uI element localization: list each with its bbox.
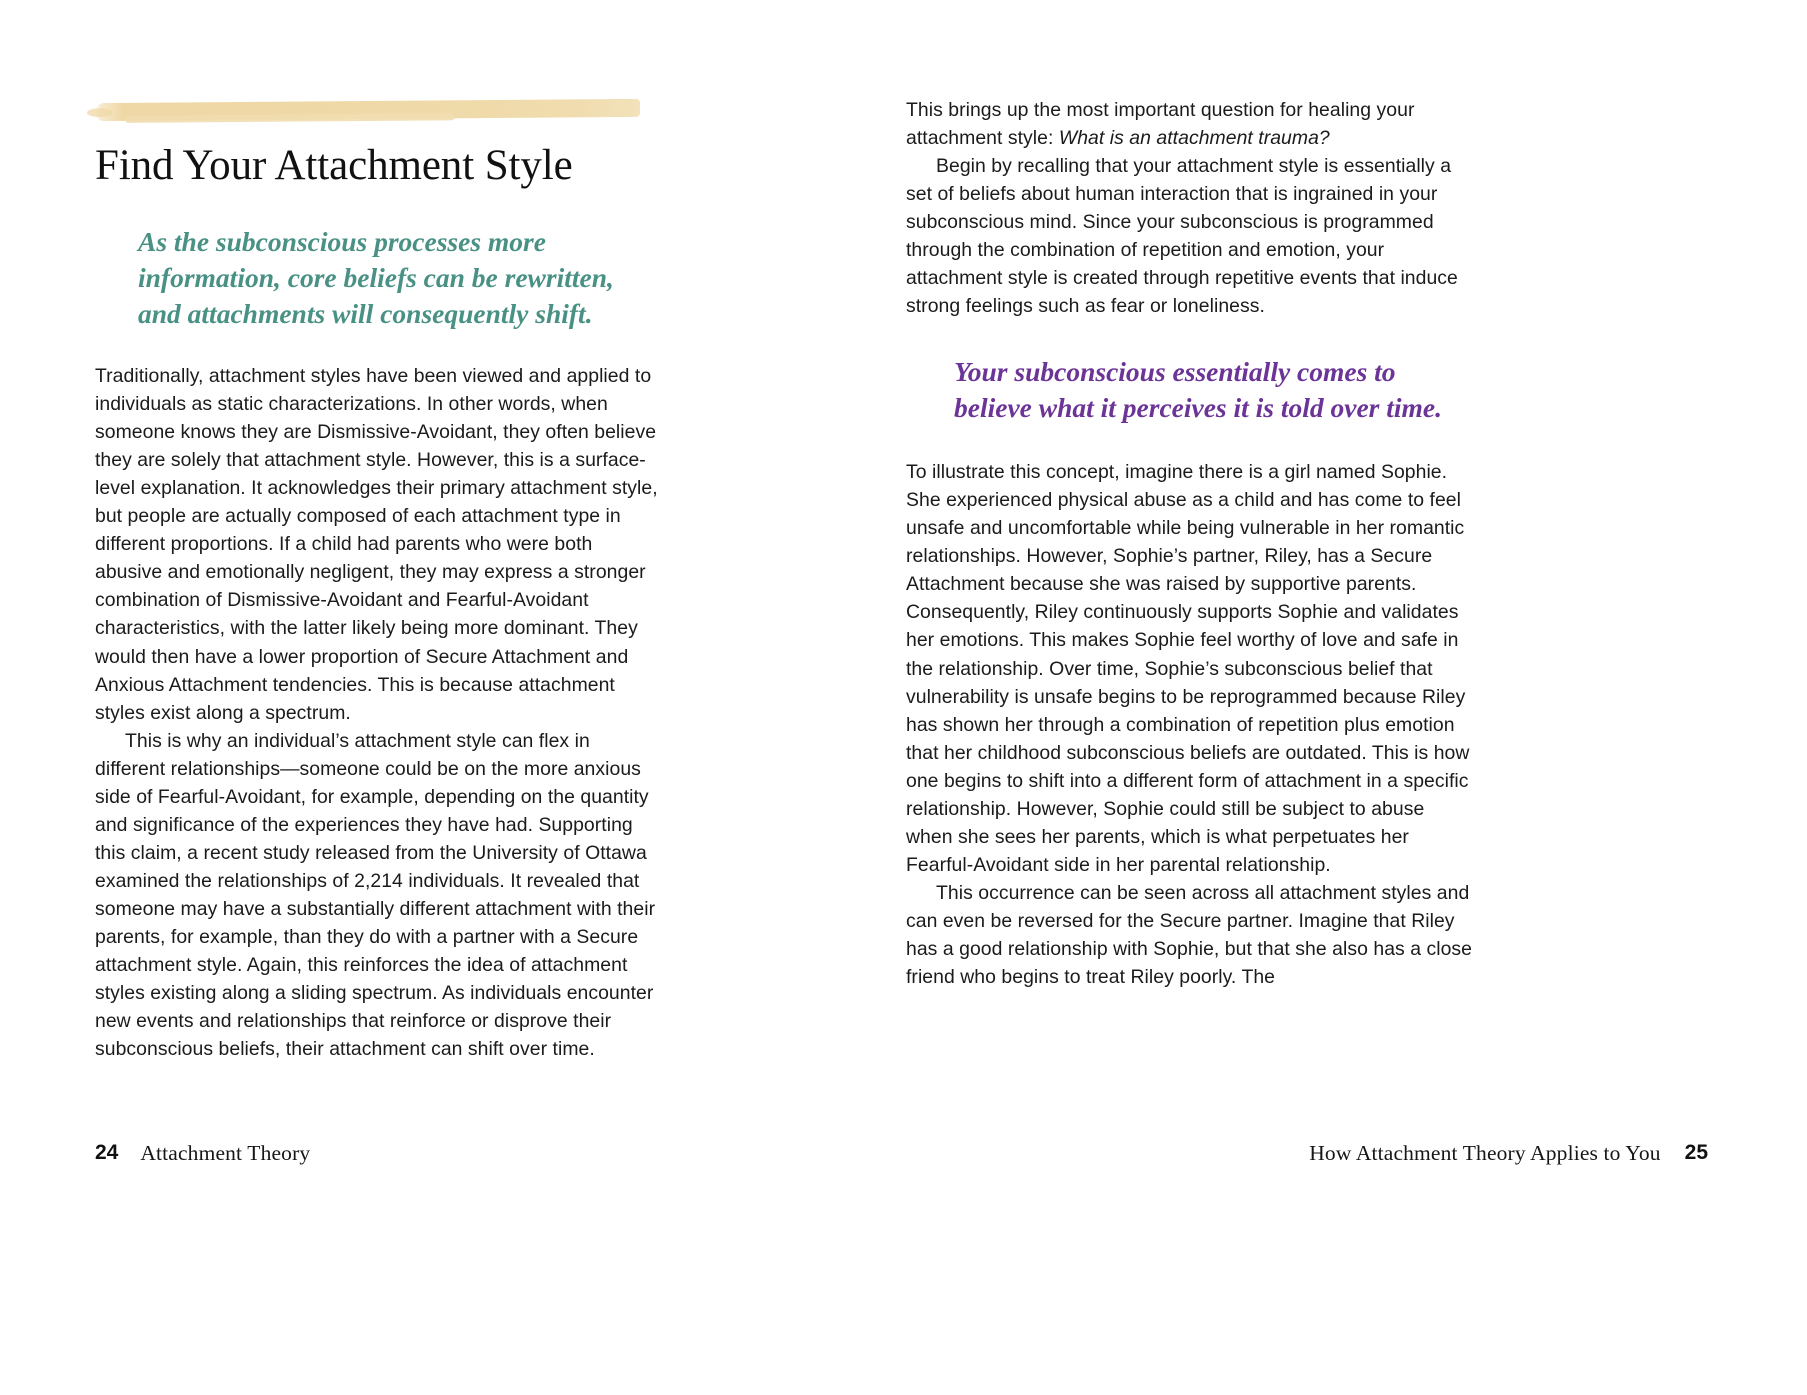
right-paragraph-3: To illustrate this concept, imagine there is a girl named Sophie. She experienced physical abuse as a child and has come to feel unsafe and uncomfortable while being vulnerable in her romantic relationships. However, Sophie’s partner, Riley, has a Secure Attachment because she was raised by supportive parents. Consequently, Riley continuously supports Sophie and validates her emotions. This makes Sophie feel worthy of love and safe in the relationship. Over time, Sophie’s subconscious belief that vulnerability is unsafe begins to be reprogrammed because Riley has shown her through a combination of repetition plus emotion that her childhood subconscious beliefs are outdated. This is how one begins to shift into a different form of attachment in a specific relationship. However, Sophie could still be subject to abuse when she sees her parents, which is what perpetuates her Fearful-Avoidant side in her parental relationship.	[906, 461, 1470, 876]
left-column	[95, 96, 663, 1063]
footer-right	[1309, 1123, 1708, 1183]
right-paragraph-1	[906, 96, 1474, 152]
right-paragraph-2: Begin by recalling that your attachment style is essentially a set of beliefs about human interaction that is ingrained in your subconscious mind. Since your subconscious is programmed through the combination of repetition and emotion, your attachment style is created through repetitive events that induce strong feelings such as fear or loneliness.	[906, 155, 1458, 318]
right-column	[906, 96, 1474, 991]
brush-stroke-icon	[95, 99, 640, 121]
attachment-trauma-question: What is an attachment trauma?	[1058, 127, 1330, 150]
page-left	[0, 0, 903, 1395]
running-head-left: Attachment Theory	[140, 1140, 311, 1165]
page-number-right: 25	[1684, 1141, 1708, 1164]
brush-stroke-decoration	[95, 96, 663, 126]
footer-left	[95, 1123, 310, 1183]
running-head-right: How Attachment Theory Applies to You	[1309, 1140, 1661, 1165]
page-title: Find Your Attachment Style	[95, 142, 573, 189]
left-paragraph-2: This is why an individual’s attachment style can flex in different relationships—someone could be on the more anxious side of Fearful-Avoidant, for example, depending on the quantity and significance of the experiences they have had. Supporting this claim, a recent study released from the University of Ottawa examined the relationships of 2,214 individuals. It revealed that someone may have a substantially different attachment with their parents, for example, than they do with a partner with a Secure attachment style. Again, this reinforces the idea of attachment styles existing along a sliding spectrum. As individuals encounter new events and relationships that reinforce or disprove their subconscious beliefs, their attachment can shift over time.	[95, 729, 656, 1060]
pullquote-teal: As the subconscious processes more information, core beliefs can be rewritten, and attachments will consequently shift.	[138, 226, 614, 330]
page-number-left: 24	[95, 1141, 119, 1164]
right-paragraph-1-lead: This brings up the most important question for healing your attachment style:	[906, 99, 1415, 150]
page-right	[903, 0, 1807, 1395]
left-paragraph-1: Traditionally, attachment styles have been viewed and applied to individuals as static characterizations. In other words, when someone knows they are Dismissive-Avoidant, they often believe they are solely that attachment style. However, this is a surface-level explanation. It acknowledges their primary attachment style, but people are actually composed of each attachment type in different proportions. If a child had parents who were both abusive and emotionally negligent, they may express a stronger combination of Dismissive-Avoidant and Fearful-Avoidant characteristics, with the latter likely being more dominant. They would then have a lower proportion of Secure Attachment and Anxious Attachment tendencies. This is because attachment styles exist along a spectrum.	[95, 365, 658, 724]
pullquote-purple: Your subconscious essentially comes to believe what it perceives it is told over time.	[954, 356, 1443, 424]
right-paragraph-4: This occurrence can be seen across all attachment styles and can even be reversed for the Secure partner. Imagine that Riley has a good relationship with Sophie, but that she also has a close friend who begins to treat Riley poorly. The	[906, 881, 1472, 988]
